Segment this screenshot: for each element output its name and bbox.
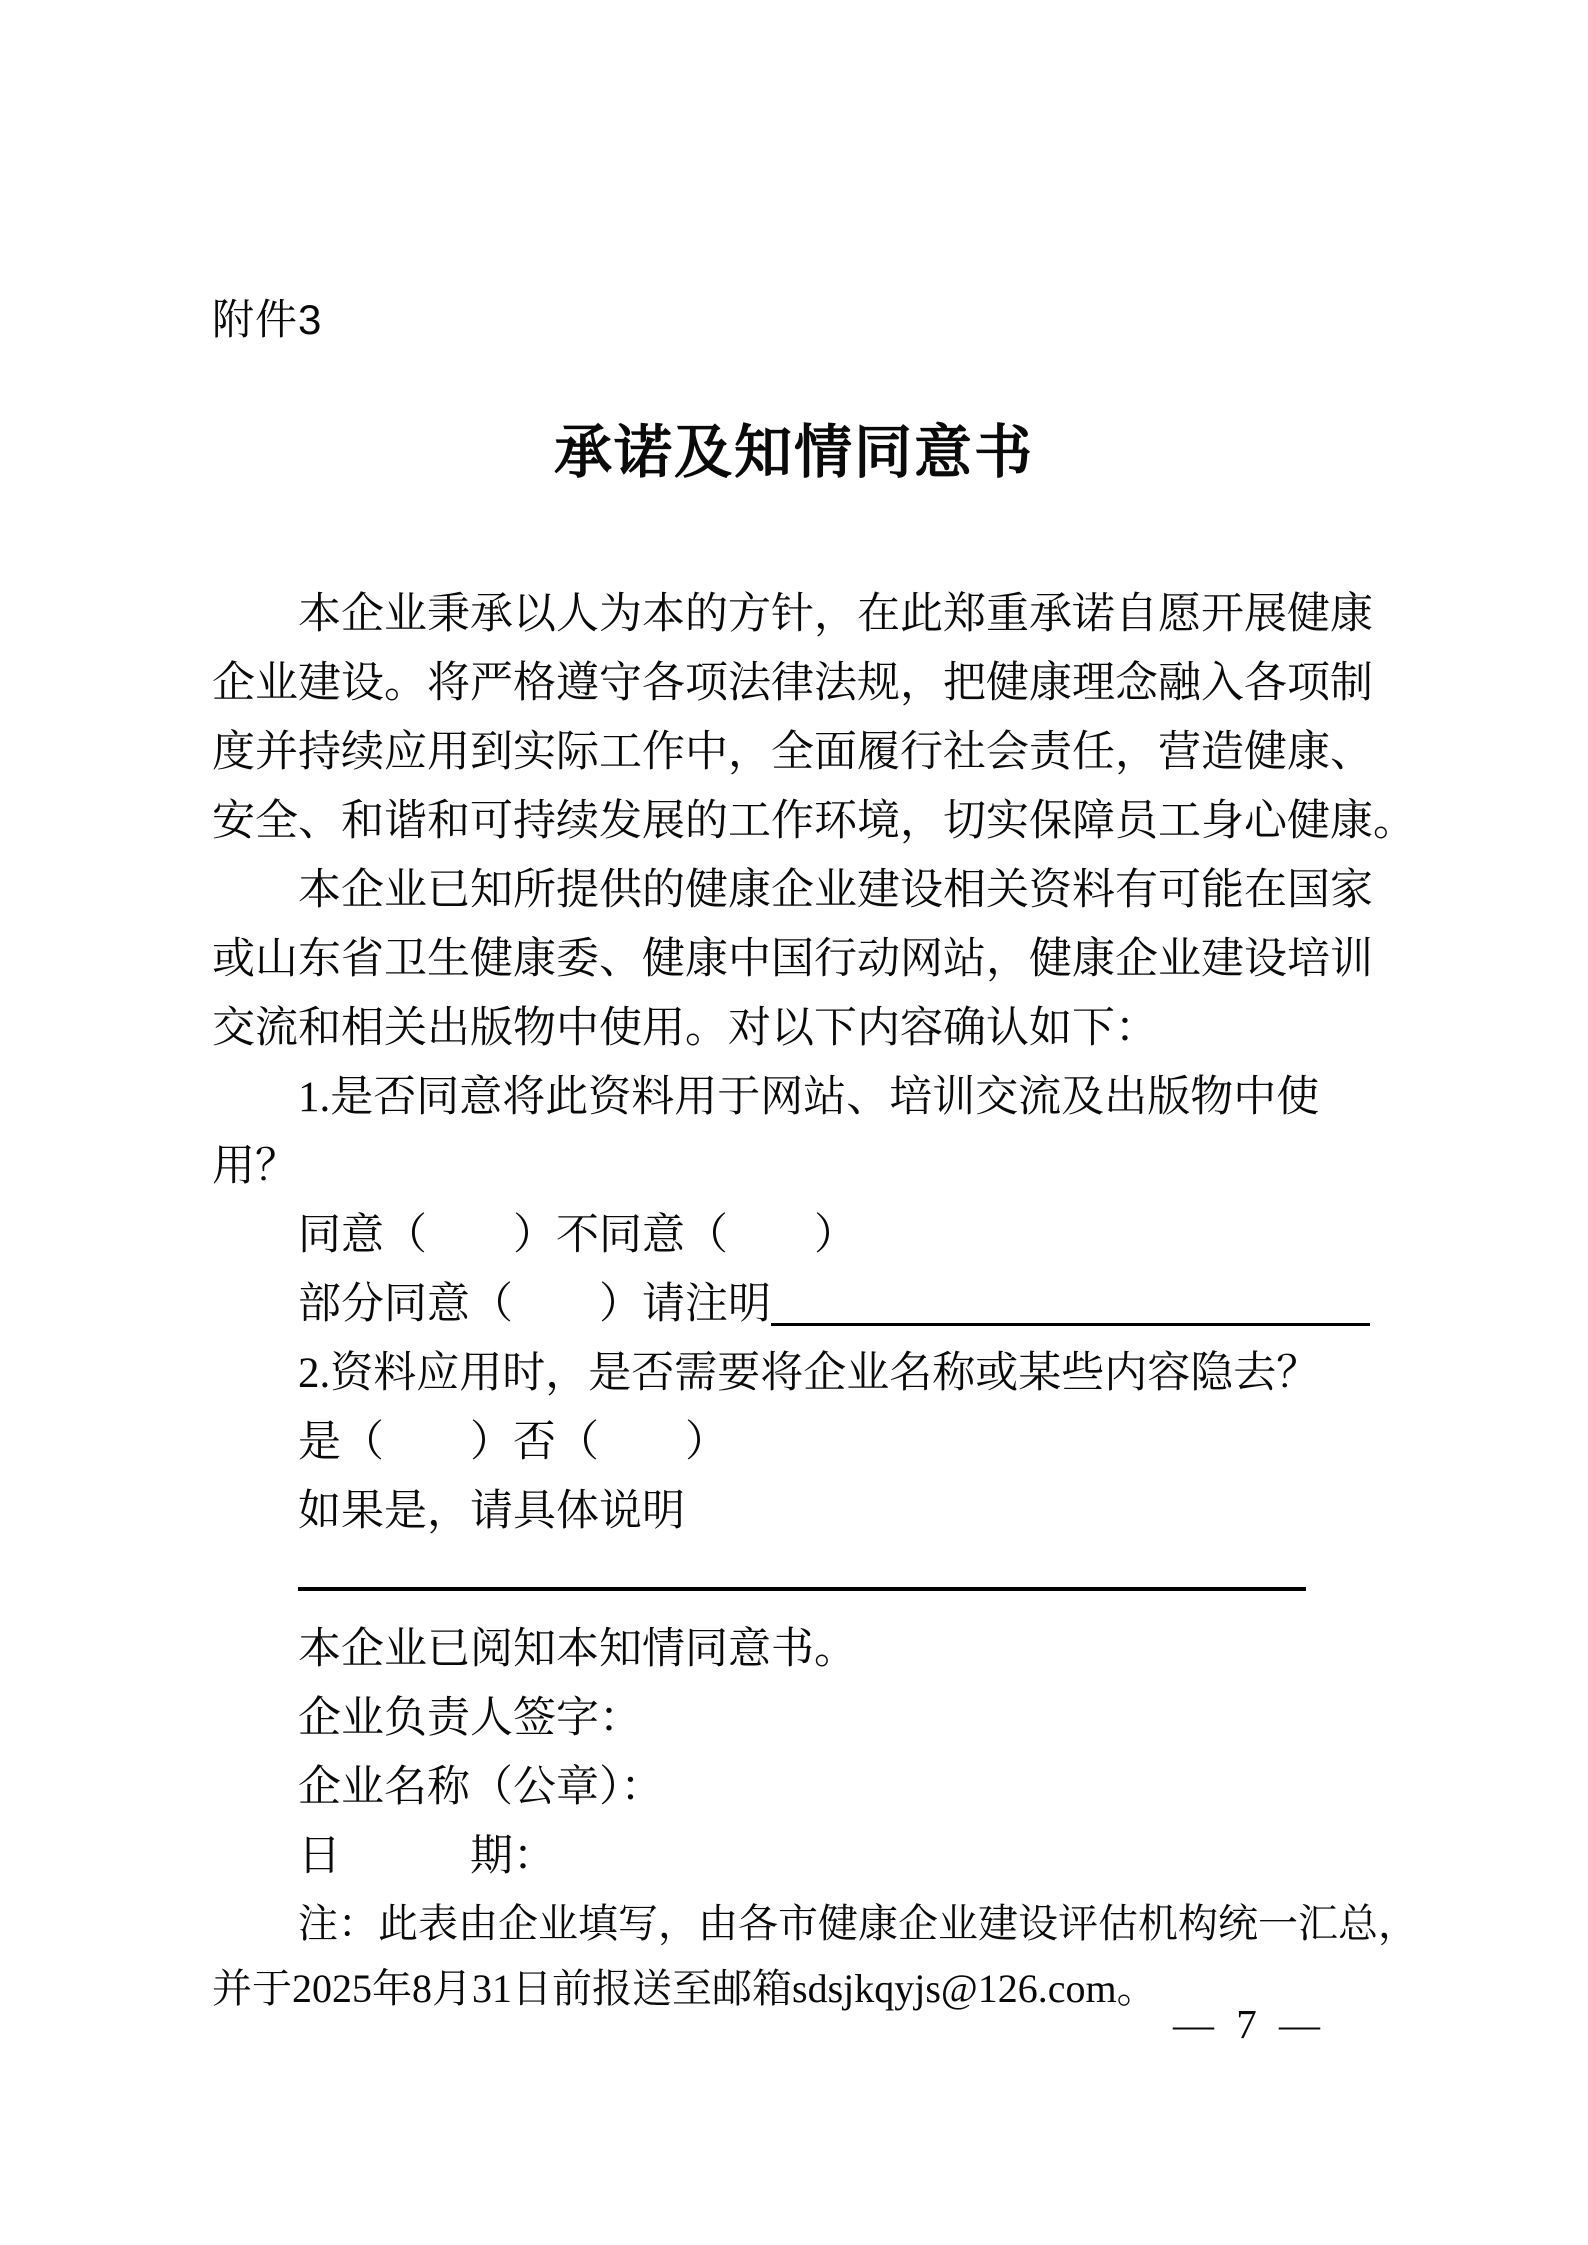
date-label-line: 日 期： xyxy=(298,1833,556,1880)
commitment-paragraph-line: 本企业秉承以人为本的方针，在此郑重承诺自愿开展健康 xyxy=(298,591,1373,638)
attachment-label: 附件3 xyxy=(212,296,323,343)
question1-text-line: 1.是否同意将此资料用于网站、培训交流及出版物中使 xyxy=(298,1074,1320,1121)
commitment-paragraph-line: 企业建设。将严格遵守各项法律法规，把健康理念融入各项制 xyxy=(212,660,1373,707)
disclosure-paragraph-line: 本企业已知所提供的健康企业建设相关资料有可能在国家 xyxy=(298,867,1373,914)
commitment-paragraph-line: 安全、和谐和可持续发展的工作环境，切实保障员工身心健康。 xyxy=(212,798,1416,845)
document-body xyxy=(212,580,1418,2021)
fill-in-blank xyxy=(771,1270,1370,1326)
question2-followup-line: 如果是，请具体说明 xyxy=(298,1488,685,1535)
company-name-label-line: 企业名称（公章）： xyxy=(298,1764,664,1811)
commitment-paragraph-line: 度并持续应用到实际工作中，全面履行社会责任，营造健康、 xyxy=(212,729,1373,776)
question2-option-line: 是（ ）否（ ） xyxy=(298,1419,728,1466)
note-line: 并于2025年8月31日前报送至邮箱sdsjkqyjs@126.com。 xyxy=(212,1966,1157,2011)
question1-partial-line xyxy=(212,1270,1370,1339)
question1-partial-label: 部分同意（ ）请注明 xyxy=(298,1281,771,1328)
fill-in-blank-line xyxy=(298,1587,1306,1591)
page-number: — 7 — xyxy=(1173,2001,1326,2047)
consent-read-line: 本企业已阅知本知情同意书。 xyxy=(298,1626,857,1673)
fill-in-rule-row xyxy=(212,1546,1370,1615)
disclosure-paragraph-line: 交流和相关出版物中使用。对以下内容确认如下： xyxy=(212,1005,1158,1052)
question1-text-line: 用？ xyxy=(212,1143,298,1190)
disclosure-paragraph-line: 或山东省卫生健康委、健康中国行动网站，健康企业建设培训 xyxy=(212,936,1373,983)
note-line: 注：此表由企业填写，由各市健康企业建设评估机构统一汇总， xyxy=(298,1901,1418,1946)
question1-option-line: 同意（ ）不同意（ ） xyxy=(298,1212,857,1259)
question2-text-line: 2.资料应用时，是否需要将企业名称或某些内容隐去？ xyxy=(298,1350,1320,1397)
page-title: 承诺及知情同意书 xyxy=(553,420,1034,485)
signature-label-line: 企业负责人签字： xyxy=(298,1695,642,1742)
